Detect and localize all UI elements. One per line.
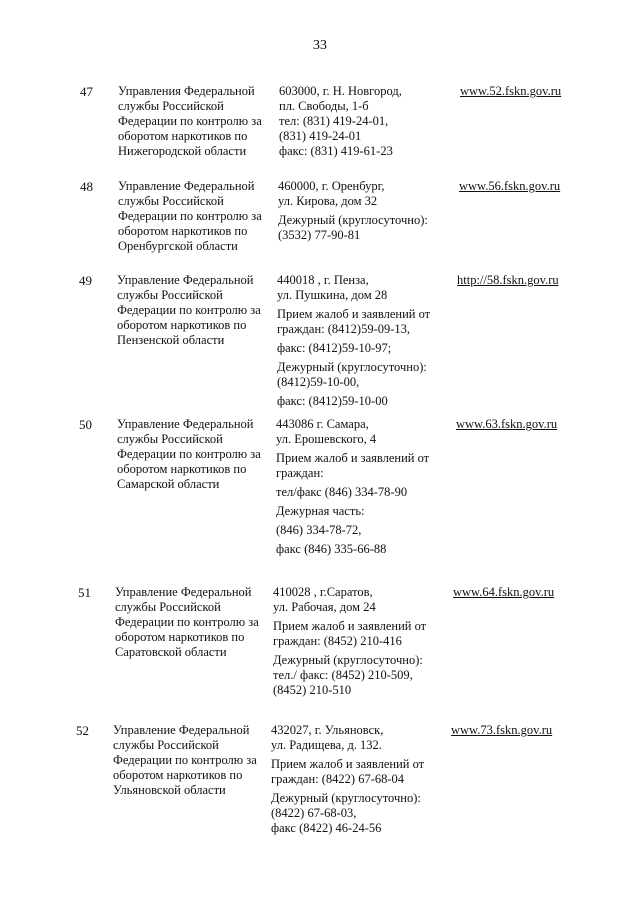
- agency-name-line: Федерации по контролю за: [117, 447, 261, 461]
- contact-line: (8422) 67-68-03,: [271, 806, 357, 820]
- contact-block: [277, 307, 455, 337]
- agency-name: [115, 585, 275, 660]
- entry-number: 49: [79, 273, 92, 288]
- contact-block: [276, 504, 454, 519]
- contact-block: [271, 757, 449, 787]
- contact-line: Прием жалоб и заявлений от: [277, 307, 431, 321]
- contact-block: [277, 394, 455, 409]
- contact-line: Дежурный (круглосуточно):: [271, 791, 421, 805]
- contact-line: граждан: (8412)59-09-13,: [277, 322, 411, 336]
- contact-line: факс: (8412)59-10-97;: [277, 341, 392, 355]
- agency-name-line: Федерации по контролю за: [113, 753, 257, 767]
- agency-name-line: оборотом наркотиков по: [118, 224, 248, 238]
- contact-block: [271, 791, 449, 836]
- contact-block: [273, 585, 451, 615]
- contact-line: факс: (831) 419-61-23: [279, 144, 393, 158]
- website-link[interactable]: www.56.fskn.gov.ru: [459, 179, 561, 193]
- agency-name-line: Управление Федеральной: [113, 723, 250, 737]
- entry-number: 48: [80, 179, 93, 194]
- contact-line: Дежурный (круглосуточно):: [278, 213, 428, 227]
- contact-line: 443086 г. Самара,: [276, 417, 369, 431]
- contact-block: [278, 213, 456, 243]
- contact-line: (846) 334-78-72,: [276, 523, 362, 537]
- entry-number: 52: [76, 723, 89, 738]
- contact-info: [273, 585, 451, 702]
- contact-line: 603000, г. Н. Новгород,: [279, 84, 402, 98]
- agency-name-line: службы Российской: [117, 288, 223, 302]
- agency-name-line: Управление Федеральной: [117, 273, 254, 287]
- agency-name: [113, 723, 273, 798]
- contact-block: [276, 485, 454, 500]
- website-link[interactable]: www.73.fskn.gov.ru: [451, 723, 553, 737]
- agency-name-line: Федерации по контролю за: [117, 303, 261, 317]
- contact-block: [271, 723, 449, 753]
- contact-info: [277, 273, 455, 413]
- contact-block: [277, 273, 455, 303]
- agency-name-line: Федерации по контролю за: [115, 615, 259, 629]
- agency-name-line: оборотом наркотиков по: [113, 768, 243, 782]
- contact-line: факс: (8412)59-10-00: [277, 394, 388, 408]
- agency-name: [118, 84, 278, 159]
- contact-block: [273, 653, 451, 698]
- contact-line: (831) 419-24-01: [279, 129, 362, 143]
- contact-line: Прием жалоб и заявлений от: [273, 619, 427, 633]
- contact-block: [278, 179, 456, 209]
- contact-block: [277, 341, 455, 356]
- agency-name-line: Саратовской области: [115, 645, 227, 659]
- contact-line: ул. Рабочая, дом 24: [273, 600, 376, 614]
- contact-block: [276, 523, 454, 538]
- agency-name-line: службы Российской: [113, 738, 219, 752]
- contact-line: ул. Ерошевского, 4: [276, 432, 377, 446]
- page-number: 33: [313, 38, 327, 53]
- contact-line: Дежурная часть:: [276, 504, 365, 518]
- contact-block: [276, 542, 454, 557]
- entry-number: 51: [78, 585, 91, 600]
- contact-line: 460000, г. Оренбург,: [278, 179, 385, 193]
- agency-name-line: Управления Федеральной: [118, 84, 255, 98]
- contact-line: (8412)59-10-00,: [277, 375, 360, 389]
- agency-name-line: Федерации по контролю за: [118, 209, 262, 223]
- contact-line: Дежурный (круглосуточно):: [277, 360, 427, 374]
- website-link[interactable]: www.64.fskn.gov.ru: [453, 585, 555, 599]
- agency-name-line: Оренбургской области: [118, 239, 238, 253]
- agency-name-line: Самарской области: [117, 477, 220, 491]
- contact-info: [278, 179, 456, 247]
- agency-name-line: службы Российской: [117, 432, 223, 446]
- agency-name-line: службы Российской: [118, 99, 224, 113]
- contact-line: (8452) 210-510: [273, 683, 352, 697]
- agency-name-line: Федерации по контролю за: [118, 114, 262, 128]
- contact-line: тел./ факс: (8452) 210-509,: [273, 668, 413, 682]
- contact-line: Прием жалоб и заявлений от: [271, 757, 425, 771]
- contact-line: факс (846) 335-66-88: [276, 542, 387, 556]
- contact-line: 440018 , г. Пенза,: [277, 273, 369, 287]
- contact-line: пл. Свободы, 1-б: [279, 99, 369, 113]
- contact-line: Прием жалоб и заявлений от: [276, 451, 430, 465]
- contact-line: (3532) 77-90-81: [278, 228, 361, 242]
- contact-block: [273, 619, 451, 649]
- agency-name-line: оборотом наркотиков по: [117, 462, 247, 476]
- entry-number: 47: [80, 84, 93, 99]
- contact-line: граждан: (8452) 210-416: [273, 634, 402, 648]
- website-link[interactable]: http://58.fskn.gov.ru: [457, 273, 559, 287]
- entry-number: 50: [79, 417, 92, 432]
- agency-name-line: Управление Федеральной: [118, 179, 255, 193]
- agency-name-line: оборотом наркотиков по: [118, 129, 248, 143]
- contact-info: [271, 723, 449, 840]
- contact-line: граждан: (8422) 67-68-04: [271, 772, 405, 786]
- contact-line: факс (8422) 46-24-56: [271, 821, 382, 835]
- contact-block: [279, 84, 457, 159]
- contact-block: [277, 360, 455, 390]
- contact-info: [279, 84, 457, 163]
- agency-name-line: Управление Федеральной: [115, 585, 252, 599]
- contact-info: [276, 417, 454, 561]
- agency-name-line: оборотом наркотиков по: [115, 630, 245, 644]
- agency-name-line: Нижегородской области: [118, 144, 247, 158]
- contact-line: 432027, г. Ульяновск,: [271, 723, 384, 737]
- contact-line: тел: (831) 419-24-01,: [279, 114, 389, 128]
- agency-name-line: службы Российской: [115, 600, 221, 614]
- agency-name: [117, 417, 277, 492]
- agency-name-line: службы Российской: [118, 194, 224, 208]
- agency-name-line: оборотом наркотиков по: [117, 318, 247, 332]
- agency-name-line: Управление Федеральной: [117, 417, 254, 431]
- contact-line: 410028 , г.Саратов,: [273, 585, 373, 599]
- agency-name: [118, 179, 278, 254]
- contact-block: [276, 451, 454, 481]
- agency-name: [117, 273, 277, 348]
- contact-line: тел/факс (846) 334-78-90: [276, 485, 408, 499]
- website-link[interactable]: www.63.fskn.gov.ru: [456, 417, 558, 431]
- contact-line: ул. Кирова, дом 32: [278, 194, 378, 208]
- contact-line: граждан:: [276, 466, 324, 480]
- contact-line: ул. Радищева, д. 132.: [271, 738, 382, 752]
- contact-block: [276, 417, 454, 447]
- contact-line: ул. Пушкина, дом 28: [277, 288, 388, 302]
- website-link[interactable]: www.52.fskn.gov.ru: [460, 84, 562, 98]
- contact-line: Дежурный (круглосуточно):: [273, 653, 423, 667]
- agency-name-line: Пензенской области: [117, 333, 225, 347]
- agency-name-line: Ульяновской области: [113, 783, 226, 797]
